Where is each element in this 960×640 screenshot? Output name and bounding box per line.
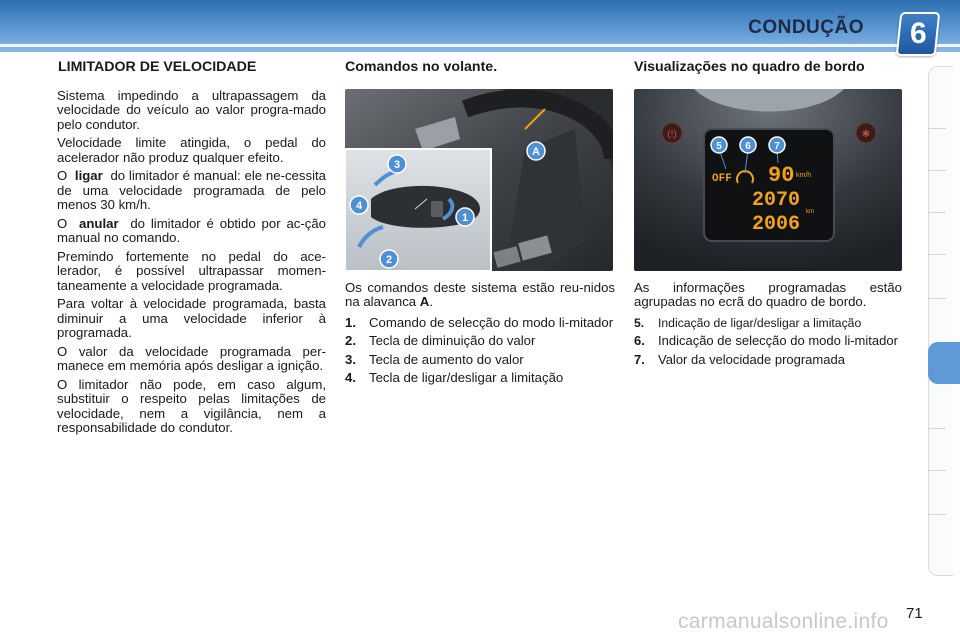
list-item: 2. Tecla de diminuição do valor [345,333,536,348]
odometer-value: 2070 [752,188,801,212]
tab-divider [928,128,946,129]
tab-divider [928,514,946,515]
section-heading: Comandos no volante. [345,59,498,75]
callout-4-label: 4 [355,199,363,212]
trip-unit: km [806,208,814,215]
list-item: 4. Tecla de ligar/desligar a limitação [345,370,564,385]
controls-list [345,316,615,386]
column-speed-limiter [57,60,326,440]
display-list [634,316,902,368]
column-dashboard-display [634,60,902,371]
section-heading: Visualizações no quadro de bordo [634,59,865,75]
paragraph: O valor da velocidade programada per-manece em memória após desligar a ignição. [57,343,326,373]
trip-value: 2006 [752,212,801,236]
callout-a-label: A [532,145,540,158]
callout-7-label: 7 [774,140,780,152]
paragraph: O anular do limitador é obtido por ac-ção manual no comando. [57,215,327,245]
callout-3-label: 3 [393,158,401,171]
callout-1-label: 1 [461,211,469,224]
active-chapter-tab [928,342,960,384]
mode-selector-wheel [431,201,443,217]
tab-divider [928,428,946,429]
tab-divider [928,254,946,255]
steering-lever-photo [345,89,613,271]
list-item: 7. Valor da velocidade programada [634,351,845,367]
tab-divider [928,170,946,171]
chapter-number-badge [896,12,941,56]
header-divider [0,44,960,47]
programmed-speed-value: 90 [768,162,795,188]
tab-divider [928,212,946,213]
seatbelt-warning-icon: ✱ [861,128,871,140]
emphasis: anular [79,215,119,231]
paragraph: As informações programadas estão agrupadas no ecrã do quadro de bordo. [634,279,902,309]
callout-5-label: 5 [716,140,722,152]
paragraph: Sistema impedindo a ultrapassagem da velocidade do veículo ao valor progra-mado pelo condutor. [57,87,326,132]
list-item: 5. Indicação de ligar/desligar a limitação [634,315,862,330]
emphasis: A [419,294,430,309]
tab-divider [928,470,946,471]
page-number: 71 [906,605,923,622]
paragraph: Premindo fortemente no pedal do ace-lerador, é possível ultrapassar momen-taneamente a velocidade programada. [57,248,326,293]
chapter-title: CONDUÇÃO [748,17,864,38]
limiter-off-indicator: OFF [712,172,732,185]
list-item: 3. Tecla de aumento do valor [345,351,524,367]
callout-6-label: 6 [745,140,751,152]
list-item: 1. Comando de selecção do modo li-mitador [345,314,614,330]
chapter-tab-strip [928,66,953,576]
chapter-number: 6 [909,17,927,50]
section-heading: LIMITADOR DE VELOCIDADE [58,59,257,75]
paragraph: Para voltar à velocidade programada, basta diminuir a uma velocidade inferior à programada. [57,296,326,340]
paragraph: O ligar do limitador é manual: ele ne-cessita de uma velocidade programada de pelo menos 30 km/h. [57,168,327,212]
paragraph: Velocidade limite atingida, o pedal do acelerador não produz qualquer efeito. [57,135,326,165]
emphasis: ligar [74,168,103,183]
column-steering-controls [345,60,615,390]
tab-divider [928,298,946,299]
paragraph: Os comandos deste sistema estão reu-nidos na alavanca A. [345,279,615,309]
paragraph: O limitador não pode, em caso algum, substituir o respeito pelas limitações de velocidade, nem a vigilância, nem a responsabilidade do condutor. [57,376,326,435]
instrument-panel-illustration [634,89,902,271]
brake-warning-icon: (!) [667,128,677,140]
steering-lever-illustration [345,89,613,271]
callout-2-label: 2 [385,253,393,266]
instrument-panel-photo [634,89,902,271]
list-item: 6. Indicação de selecção do modo li-mitador [634,333,898,348]
watermark: carmanualsonline.info [678,610,889,633]
speed-unit: km/h [796,171,812,179]
